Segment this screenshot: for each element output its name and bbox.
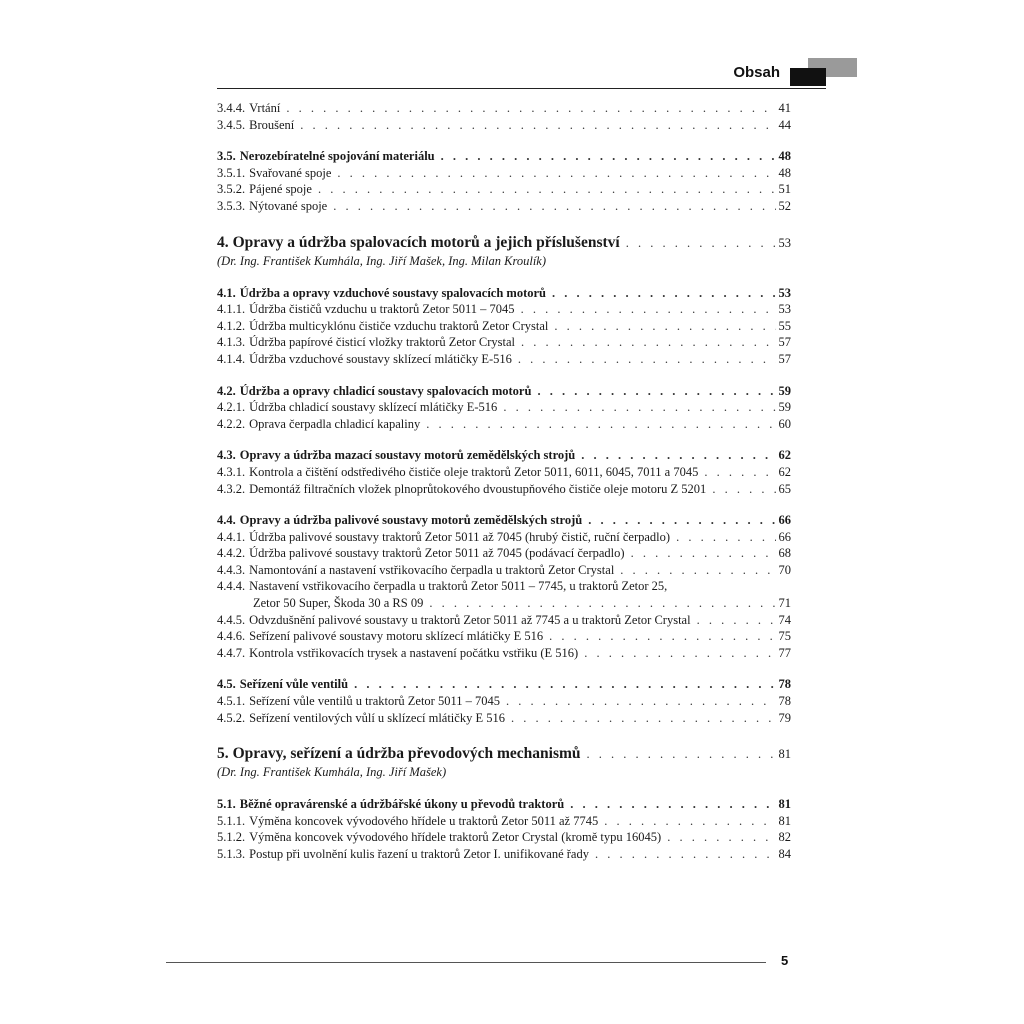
toc-entry[interactable] — [217, 301, 791, 318]
entry-number: 4.4.3. — [217, 562, 246, 577]
dot-leader — [511, 710, 776, 727]
entry-page: 77 — [778, 645, 791, 660]
dot-leader — [604, 813, 775, 830]
toc-entry[interactable] — [217, 318, 791, 335]
entry-page: 51 — [778, 182, 791, 197]
toc-entry[interactable] — [217, 416, 791, 433]
entry-page: 84 — [778, 847, 791, 861]
entry-number: 4.4.1. — [217, 529, 246, 544]
toc-section-entry[interactable] — [217, 383, 791, 400]
page-number: 5 — [781, 953, 789, 968]
entry-title: Seřízení palivové soustavy motoru sklízecí mlátičky E 516 — [249, 629, 544, 644]
toc-section-entry[interactable] — [217, 676, 791, 693]
toc-entry-line1[interactable] — [217, 578, 791, 595]
dot-leader — [667, 829, 775, 846]
entry-page: 44 — [778, 117, 791, 132]
entry-number: 4.5. — [217, 677, 236, 692]
entry-page: 48 — [778, 149, 791, 164]
dot-leader — [426, 416, 775, 433]
entry-title: Kontrola vstřikovacích trysek a nastavení počátku vstřiku (E 516) — [249, 645, 579, 660]
entry-title: Údržba multicyklónu čističe vzduchu traktorů Zetor Crystal — [249, 318, 549, 333]
entry-number: 3.5.1. — [217, 165, 246, 180]
toc-entry[interactable] — [217, 198, 791, 215]
dot-leader — [676, 529, 775, 546]
toc-entry-line2[interactable] — [217, 595, 791, 612]
toc-entry[interactable] — [217, 351, 791, 368]
entry-number: 4.3. — [217, 448, 236, 463]
dot-leader — [570, 796, 775, 813]
toc-entry[interactable] — [217, 846, 791, 863]
entry-number: 4.3.2. — [217, 481, 246, 496]
toc-section-entry[interactable] — [217, 447, 791, 464]
dot-leader — [588, 512, 775, 529]
chapter-number: 4. — [217, 233, 229, 251]
entry-page: 78 — [778, 694, 791, 709]
entry-page: 75 — [778, 629, 791, 644]
entry-number: 4.4.2. — [217, 546, 246, 561]
entry-page: 81 — [778, 813, 791, 828]
dot-leader — [704, 464, 775, 481]
toc-entry[interactable] — [217, 334, 791, 351]
entry-page: 81 — [778, 747, 791, 762]
dot-leader — [521, 334, 775, 351]
entry-title: Demontáž filtračních vložek plnoprůtokového dvoustupňového čističe oleje motoru Z 5201 — [249, 481, 707, 496]
entry-title: Postup při uvolnění kulis řazení u traktorů Zetor I. unifikované řady — [249, 847, 589, 861]
entry-number: 5.1.3. — [217, 847, 246, 861]
entry-title: Opravy a údržba palivové soustavy motorů zemědělských strojů — [239, 513, 583, 528]
entry-number: 4.1.4. — [217, 351, 246, 366]
entry-number: 4.2.1. — [217, 400, 246, 415]
toc-entry[interactable] — [217, 628, 791, 645]
dot-leader — [441, 148, 776, 165]
toc-entry[interactable] — [217, 710, 791, 727]
dot-leader — [631, 545, 776, 562]
entry-page: 41 — [778, 101, 791, 115]
toc-entry[interactable] — [217, 829, 791, 846]
entry-page: 62 — [778, 448, 791, 463]
chapter-authors: (Dr. Ing. František Kumhála, Ing. Jiří Mašek, Ing. Milan Kroulík) — [217, 253, 547, 268]
entry-number: 4.2. — [217, 383, 236, 398]
entry-title: Namontování a nastavení vstřikovacího čerpadla u traktorů Zetor Crystal — [249, 562, 615, 577]
toc-section-entry[interactable] — [217, 285, 791, 302]
toc-chapter-entry[interactable] — [217, 233, 791, 253]
dot-leader — [554, 318, 775, 335]
chapter-number: 5. — [217, 745, 229, 763]
toc-entry[interactable] — [217, 100, 791, 117]
entry-page: 71 — [778, 596, 791, 611]
toc-entry[interactable] — [217, 612, 791, 629]
entry-page: 53 — [778, 235, 791, 250]
dot-leader — [549, 628, 775, 645]
dot-leader — [300, 117, 775, 134]
entry-page: 62 — [778, 464, 791, 479]
entry-number: 4.1.1. — [217, 302, 246, 317]
toc-entry[interactable] — [217, 529, 791, 546]
entry-number: 5.1.2. — [217, 830, 246, 845]
dot-leader — [620, 562, 775, 579]
dot-leader — [503, 399, 775, 416]
dot-leader — [521, 301, 776, 318]
entry-title: Běžné opravárenské a údržbářské úkony u převodů traktorů — [239, 797, 565, 812]
dot-leader — [333, 198, 775, 215]
entry-title: Broušení — [249, 117, 295, 132]
entry-page: 57 — [778, 351, 791, 366]
entry-title: Údržba a opravy vzduchové soustavy spalovacích motorů — [239, 285, 547, 300]
entry-title-continued: Zetor 50 Super, Škoda 30 a RS 09 — [253, 596, 424, 611]
toc-entry[interactable] — [217, 165, 791, 182]
entry-title: Údržba palivové soustavy traktorů Zetor 5011 až 7045 (hrubý čistič, ruční čerpadlo) — [249, 529, 671, 544]
dot-leader — [537, 383, 775, 400]
header-title: Obsah — [733, 64, 780, 81]
entry-title: Opravy a údržba mazací soustavy motorů zemědělských strojů — [239, 448, 576, 463]
entry-number: 4.4.4. — [217, 579, 246, 594]
entry-title: Výměna koncovek vývodového hřídele u traktorů Zetor 5011 až 7745 — [249, 813, 599, 828]
toc-entry[interactable] — [217, 181, 791, 198]
toc-entry[interactable] — [217, 117, 791, 134]
entry-number: 4.4.7. — [217, 645, 246, 660]
entry-page: 82 — [778, 830, 791, 845]
entry-title: Údržba a opravy chladicí soustavy spalovacích motorů — [239, 383, 532, 398]
entry-page: 78 — [778, 677, 791, 692]
entry-title: Nýtované spoje — [249, 198, 328, 213]
entry-title: Seřízení ventilových vůlí u sklízecí mlátičky E 516 — [249, 710, 505, 725]
dot-leader — [595, 846, 776, 863]
toc-entry[interactable] — [217, 545, 791, 562]
dot-leader — [712, 481, 775, 498]
entry-title: Oprava čerpadla chladicí kapaliny — [249, 416, 421, 431]
table-of-contents — [217, 100, 791, 863]
entry-number: 5.1. — [217, 797, 236, 812]
entry-title: Odvzdušnění palivové soustavy u traktorů Zetor 5011 až 7745 a u traktorů Zetor Crystal — [249, 612, 691, 627]
entry-number: 3.4.5. — [217, 117, 246, 132]
entry-number: 5.1.1. — [217, 813, 246, 828]
dot-leader — [518, 351, 776, 368]
entry-number: 4.1.2. — [217, 318, 246, 333]
dot-leader — [318, 181, 776, 198]
toc-entry[interactable] — [217, 481, 791, 498]
entry-number: 4.1. — [217, 285, 236, 300]
toc-entry[interactable] — [217, 645, 791, 662]
entry-number: 4.1.3. — [217, 335, 246, 350]
dot-leader — [581, 447, 775, 464]
dot-leader — [697, 612, 776, 629]
entry-number: 4.5.1. — [217, 694, 246, 709]
entry-number: 3.5. — [217, 149, 236, 164]
entry-title: Údržba chladicí soustavy sklízecí mlátičky E-516 — [249, 400, 498, 415]
dot-leader — [626, 233, 776, 253]
entry-number: 4.4.6. — [217, 629, 246, 644]
toc-entry[interactable] — [217, 813, 791, 830]
entry-title: Údržba palivové soustavy traktorů Zetor 5011 až 7045 (podávací čerpadlo) — [249, 546, 625, 561]
entry-page: 48 — [778, 165, 791, 180]
dot-leader — [429, 595, 775, 612]
entry-number: 4.4. — [217, 513, 236, 528]
dot-leader — [506, 693, 776, 710]
entry-number: 4.2.2. — [217, 416, 246, 431]
chapter-title: Opravy, seřízení a údržba převodových mechanismů — [232, 745, 581, 763]
entry-number: 3.5.3. — [217, 198, 246, 213]
entry-number: 4.3.1. — [217, 464, 246, 479]
entry-title: Údržba papírové čisticí vložky traktorů Zetor Crystal — [249, 335, 516, 350]
entry-page: 57 — [778, 335, 791, 350]
entry-number: 3.4.4. — [217, 101, 246, 115]
dot-leader — [584, 645, 775, 662]
toc-entry[interactable] — [217, 693, 791, 710]
entry-number: 4.5.2. — [217, 710, 246, 725]
entry-page: 53 — [778, 302, 791, 317]
entry-page: 53 — [778, 285, 791, 300]
entry-title: Údržba vzduchové soustavy sklízecí mlátičky E-516 — [249, 351, 512, 366]
entry-page: 65 — [778, 481, 791, 496]
entry-title: Seřízení vůle ventilů — [239, 677, 349, 692]
entry-title: Kontrola a čištění odstředivého čističe oleje traktorů Zetor 5011, 6011, 6045, 7011 a 7045 — [249, 464, 699, 479]
dot-leader — [337, 165, 775, 182]
entry-number: 4.4.5. — [217, 612, 246, 627]
toc-entry[interactable] — [217, 464, 791, 481]
dot-leader — [552, 285, 775, 302]
entry-title: Nastavení vstřikovacího čerpadla u traktorů Zetor 5011 – 7745, u traktorů Zetor 25, — [249, 579, 668, 594]
entry-page: 68 — [778, 546, 791, 561]
entry-page: 52 — [778, 198, 791, 213]
toc-section-entry[interactable] — [217, 796, 791, 813]
footer-rule — [166, 962, 766, 963]
entry-title: Výměna koncovek vývodového hřídele traktorů Zetor Crystal (kromě typu 16045) — [249, 830, 662, 845]
dot-leader — [587, 744, 776, 764]
chapter-title: Opravy a údržba spalovacích motorů a jejich příslušenství — [232, 233, 620, 251]
entry-page: 81 — [778, 797, 791, 812]
entry-page: 70 — [778, 562, 791, 577]
entry-page: 79 — [778, 710, 791, 725]
toc-entry[interactable] — [217, 562, 791, 579]
entry-title: Seřízení vůle ventilů u traktorů Zetor 5011 – 7045 — [249, 694, 500, 709]
header-black-block — [790, 68, 826, 86]
toc-entry[interactable] — [217, 399, 791, 416]
entry-page: 74 — [778, 612, 791, 627]
entry-page: 59 — [778, 400, 791, 415]
entry-page: 60 — [778, 416, 791, 431]
entry-page: 66 — [778, 529, 791, 544]
entry-title: Vrtání — [249, 101, 281, 115]
toc-chapter-entry[interactable] — [217, 744, 791, 764]
toc-section-entry[interactable] — [217, 512, 791, 529]
chapter-authors: (Dr. Ing. František Kumhála, Ing. Jiří Mašek) — [217, 765, 447, 780]
header-rule — [217, 88, 826, 89]
entry-page: 66 — [778, 513, 791, 528]
dot-leader — [354, 676, 775, 693]
entry-title: Pájené spoje — [249, 182, 312, 197]
entry-page: 59 — [778, 383, 791, 398]
toc-section-entry[interactable] — [217, 148, 791, 165]
dot-leader — [286, 100, 775, 117]
entry-page: 55 — [778, 318, 791, 333]
entry-number: 3.5.2. — [217, 182, 246, 197]
entry-title: Údržba čističů vzduchu u traktorů Zetor 5011 – 7045 — [249, 302, 515, 317]
entry-title: Nerozebíratelné spojování materiálu — [239, 149, 435, 164]
entry-title: Svařované spoje — [249, 165, 332, 180]
